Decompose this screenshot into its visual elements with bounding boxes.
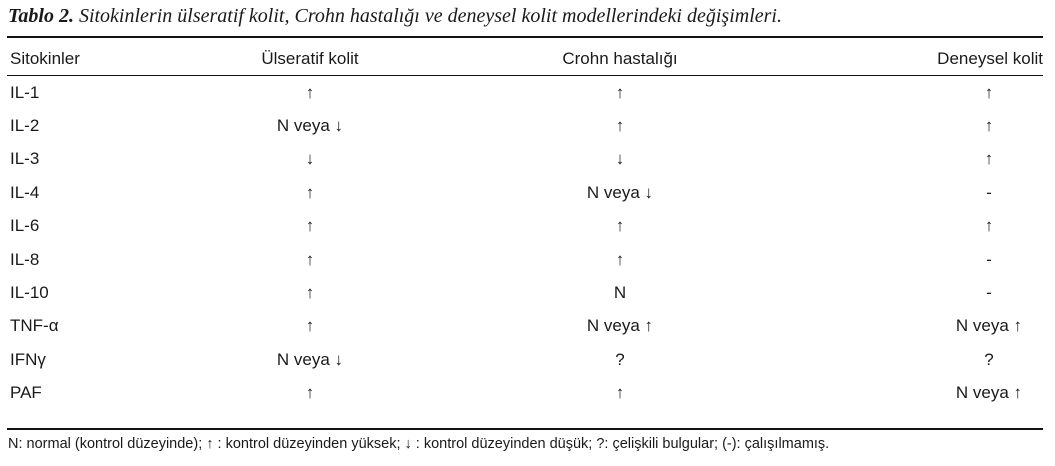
cytokine-table bbox=[7, 42, 1043, 410]
table-row bbox=[7, 377, 1043, 410]
ulcerative-colitis-value: N veya ↓ bbox=[276, 116, 344, 136]
top-rule bbox=[7, 36, 1043, 38]
table-footnote: N: normal (kontrol düzeyinde); ↑ : kontrol düzeyinden yüksek; ↓ : kontrol düzeyinden düşük; ?: çelişkili bulgular; (-): çalışılmamış. bbox=[8, 436, 830, 452]
crohn-value: ↓ bbox=[615, 149, 625, 169]
experimental-colitis-value: N veya ↑ bbox=[955, 316, 1023, 336]
cytokine-name: IL-1 bbox=[10, 82, 40, 102]
ulcerative-colitis-value: ↑ bbox=[305, 249, 315, 269]
header-cytokines: Sitokinler bbox=[10, 48, 80, 68]
experimental-colitis-value: ↑ bbox=[984, 82, 994, 102]
ulcerative-colitis-value: ↑ bbox=[305, 216, 315, 236]
table-row bbox=[7, 109, 1043, 142]
cytokine-name: IL-8 bbox=[10, 249, 40, 269]
experimental-colitis-value: ↑ bbox=[984, 116, 994, 136]
experimental-colitis-value: - bbox=[986, 249, 992, 269]
table-row bbox=[7, 243, 1043, 276]
caption-text: Sitokinlerin ülseratif kolit, Crohn hastalığı ve deneysel kolit modellerindeki değişimleri. bbox=[73, 5, 782, 27]
ulcerative-colitis-value: ↑ bbox=[305, 82, 315, 102]
table-caption bbox=[8, 2, 1048, 30]
caption-label: Tablo 2. bbox=[8, 5, 74, 27]
cytokine-name: TNF-α bbox=[10, 316, 59, 336]
crohn-value: ↑ bbox=[615, 216, 625, 236]
table-row bbox=[7, 310, 1043, 343]
table-row bbox=[7, 210, 1043, 243]
header-experimental-colitis: Deneysel kolit bbox=[937, 48, 1043, 68]
crohn-value: ↑ bbox=[615, 82, 625, 102]
cytokine-name: IL-4 bbox=[10, 182, 40, 202]
crohn-value: N bbox=[613, 283, 627, 303]
table-row bbox=[7, 143, 1043, 176]
table-row bbox=[7, 176, 1043, 209]
experimental-colitis-value: ? bbox=[984, 349, 994, 369]
cytokine-name: IL-6 bbox=[10, 216, 40, 236]
ulcerative-colitis-value: ↑ bbox=[305, 182, 315, 202]
cytokine-name: PAF bbox=[10, 383, 42, 403]
experimental-colitis-value: ↑ bbox=[984, 149, 994, 169]
experimental-colitis-value: - bbox=[986, 283, 992, 303]
header-row bbox=[7, 42, 1043, 75]
experimental-colitis-value: ↑ bbox=[984, 216, 994, 236]
ulcerative-colitis-value: ↑ bbox=[305, 283, 315, 303]
experimental-colitis-value: - bbox=[986, 182, 992, 202]
ulcerative-colitis-value: ↓ bbox=[305, 149, 315, 169]
cytokine-name: IL-10 bbox=[10, 283, 49, 303]
table-row bbox=[7, 276, 1043, 309]
table-row bbox=[7, 75, 1043, 109]
table-row bbox=[7, 343, 1043, 376]
crohn-value: ? bbox=[615, 349, 625, 369]
ulcerative-colitis-value: ↑ bbox=[305, 316, 315, 336]
header-crohn: Crohn hastalığı bbox=[562, 48, 678, 68]
crohn-value: ↑ bbox=[615, 383, 625, 403]
experimental-colitis-value: N veya ↑ bbox=[955, 383, 1023, 403]
cytokine-name: IL-2 bbox=[10, 116, 40, 136]
crohn-value: N veya ↓ bbox=[586, 182, 654, 202]
cytokine-name: IFNγ bbox=[10, 349, 46, 369]
crohn-value: ↑ bbox=[615, 116, 625, 136]
bottom-rule bbox=[7, 428, 1043, 430]
cytokine-name: IL-3 bbox=[10, 149, 40, 169]
ulcerative-colitis-value: N veya ↓ bbox=[276, 349, 344, 369]
crohn-value: N veya ↑ bbox=[586, 316, 654, 336]
ulcerative-colitis-value: ↑ bbox=[305, 383, 315, 403]
crohn-value: ↑ bbox=[615, 249, 625, 269]
header-ulcerative-colitis: Ülseratif kolit bbox=[261, 48, 359, 68]
